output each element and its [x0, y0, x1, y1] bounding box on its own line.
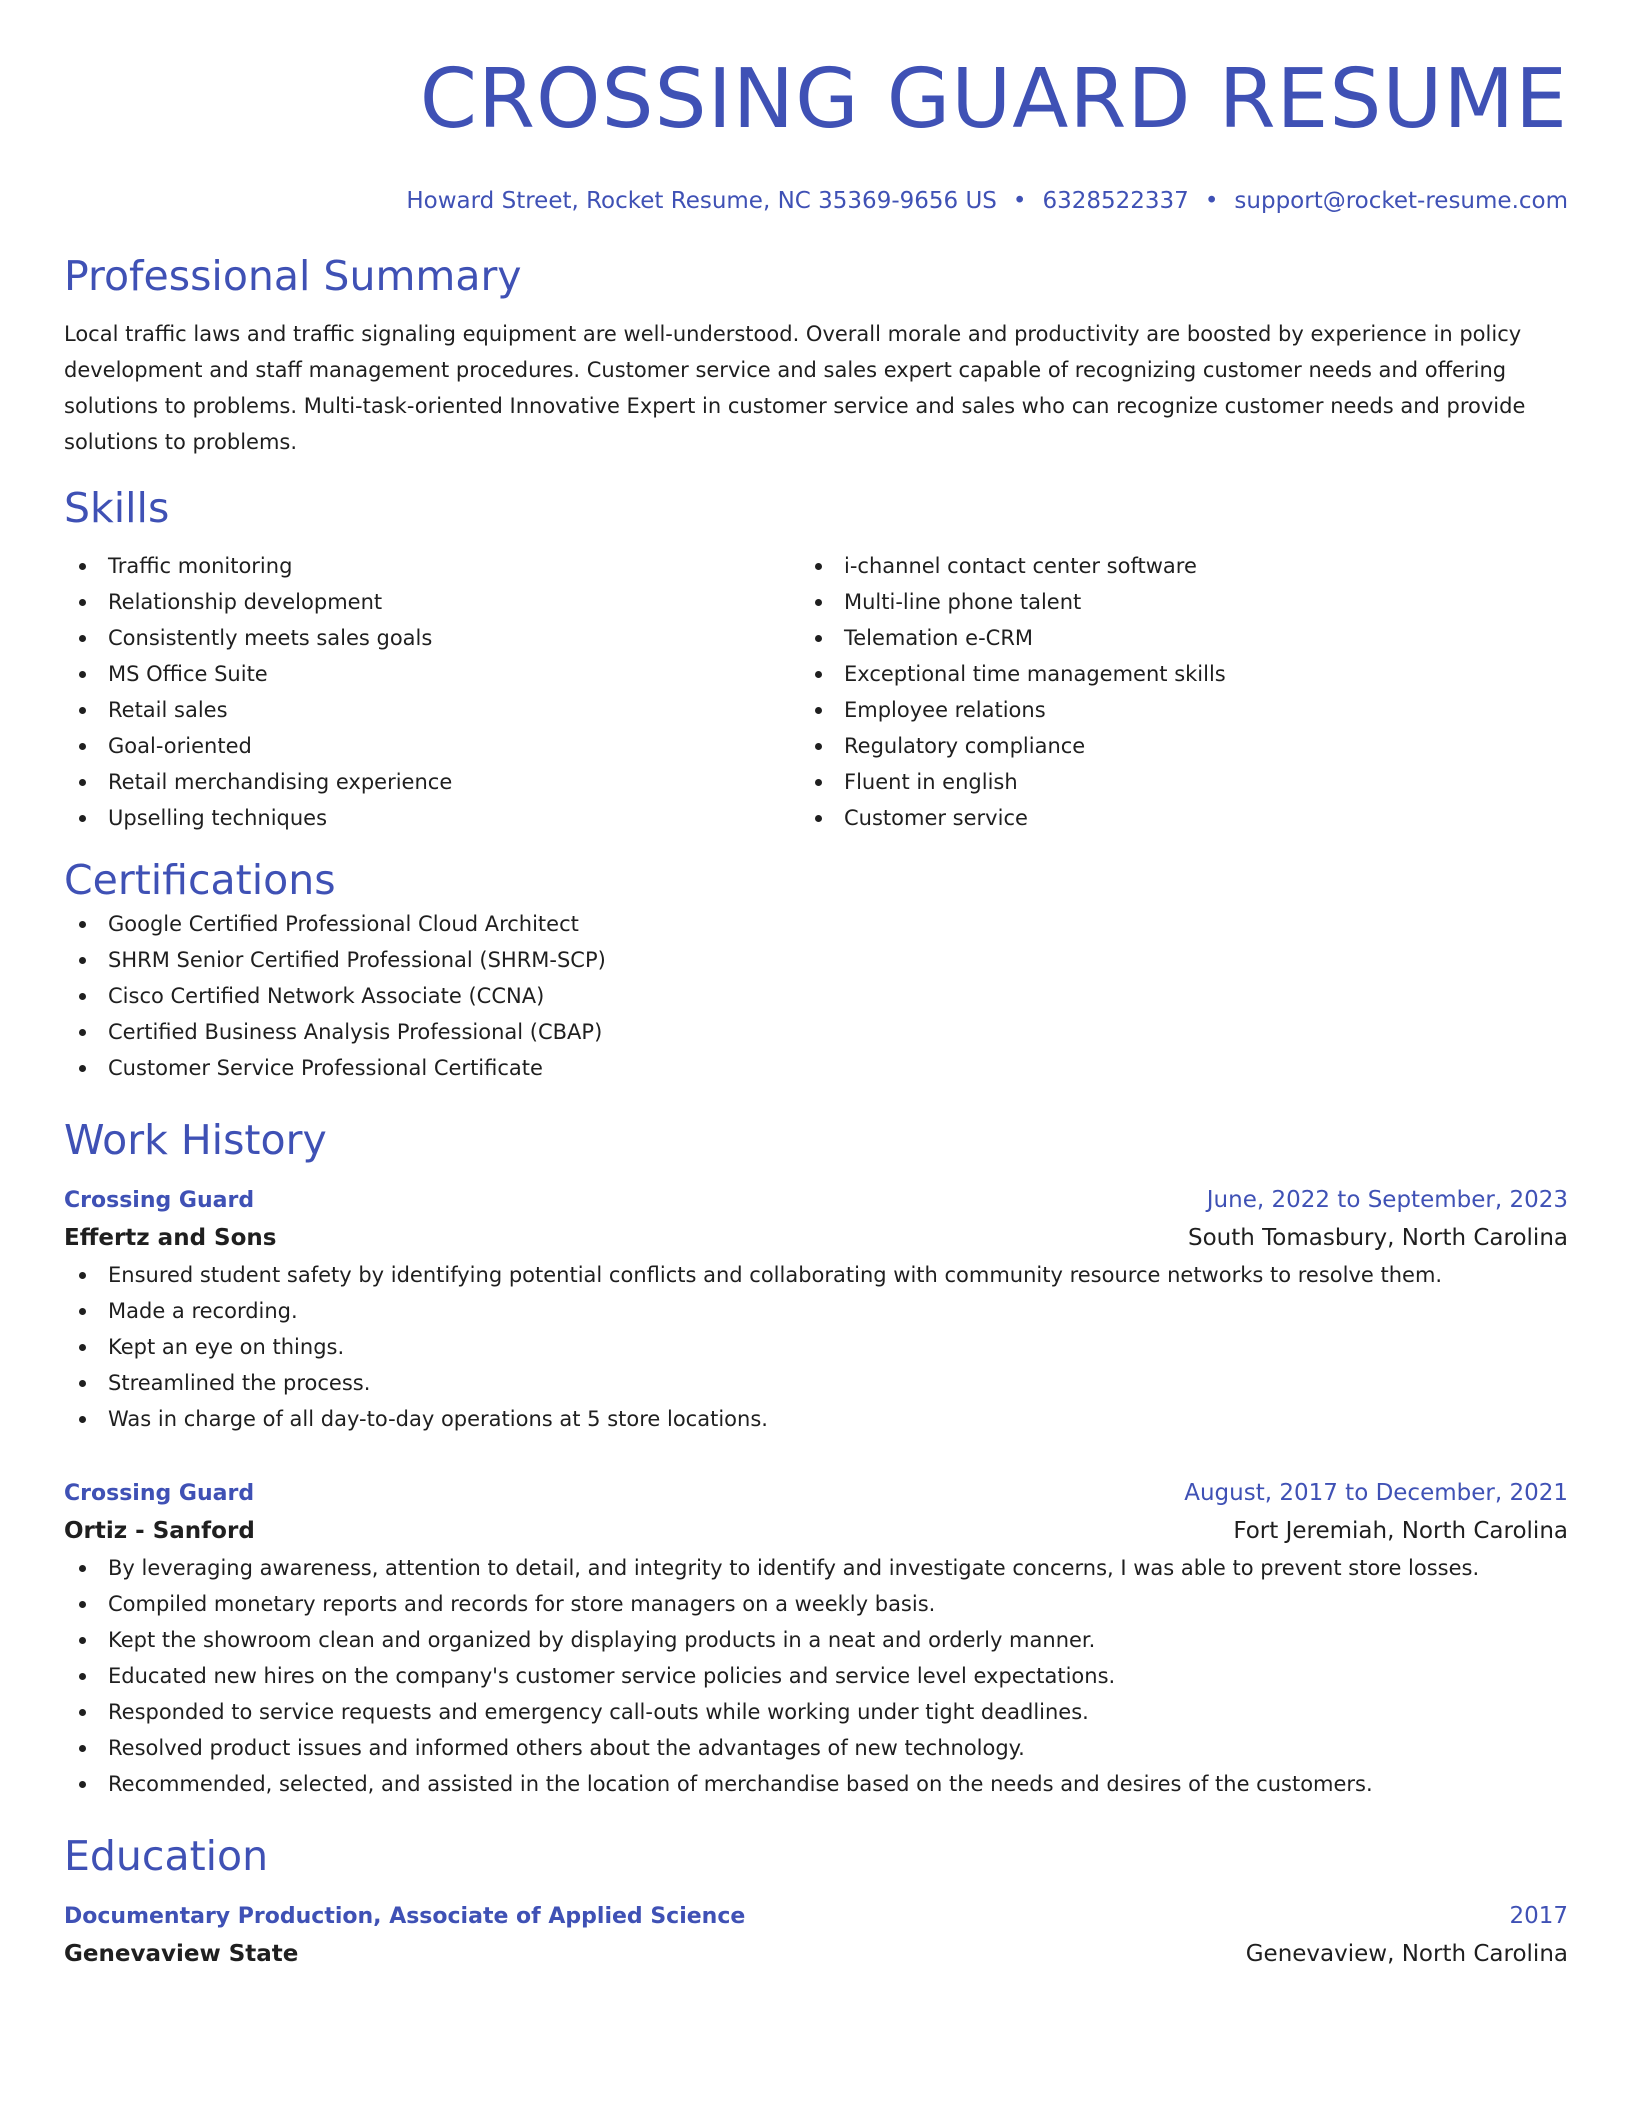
job-duty-item: Resolved product issues and informed others about the advantages of new technology.: [64, 1730, 1568, 1766]
contact-address: Howard Street, Rocket Resume, NC 35369-9656 US: [406, 188, 997, 214]
certifications-list: [64, 906, 1568, 1086]
certifications-section: [64, 854, 1568, 1086]
skill-item: Traffic monitoring: [64, 548, 800, 584]
job-duty-item: Educated new hires on the company's customer service policies and service level expectations.: [64, 1658, 1568, 1694]
education-section: [64, 1830, 1568, 1973]
skill-item: Upselling techniques: [64, 800, 800, 836]
job-entry: [64, 1475, 1568, 1802]
job-duty-item: Was in charge of all day-to-day operations at 5 store locations.: [64, 1401, 1568, 1437]
skills-section: [64, 482, 1568, 836]
job-title-row: [64, 1182, 1568, 1219]
education-school-row: [64, 1935, 1568, 1973]
job-duty-item: Recommended, selected, and assisted in the location of merchandise based on the needs and desires of the customers.: [64, 1766, 1568, 1802]
section-heading: Skills: [64, 484, 170, 532]
education-school: Genevaview State: [64, 1941, 299, 1967]
job-duty-item: Streamlined the process.: [64, 1365, 1568, 1401]
job-company: Effertz and Sons: [64, 1225, 277, 1251]
skill-item: MS Office Suite: [64, 656, 800, 692]
job-company: Ortiz - Sanford: [64, 1518, 255, 1544]
certification-item: Customer Service Professional Certificate: [64, 1050, 1568, 1086]
certification-item: Google Certified Professional Cloud Architect: [64, 906, 1568, 942]
contact-separator: •: [1204, 188, 1219, 214]
certification-item: Certified Business Analysis Professional (CBAP): [64, 1014, 1568, 1050]
contact-separator: •: [1012, 188, 1027, 214]
job-company-row: [64, 1512, 1568, 1550]
skill-item: i-channel contact center software: [800, 548, 1536, 584]
job-title: Crossing Guard: [64, 1481, 255, 1506]
job-entry: [64, 1182, 1568, 1437]
job-title-row: [64, 1475, 1568, 1512]
section-heading: Certifications: [64, 856, 336, 904]
skills-list-left: [64, 548, 800, 836]
job-dates: June, 2022 to September, 2023: [1206, 1187, 1568, 1213]
education-location: Genevaview, North Carolina: [1245, 1941, 1568, 1967]
skill-item: Consistently meets sales goals: [64, 620, 800, 656]
resume-header: [64, 50, 1568, 216]
job-duties-list: [64, 1257, 1568, 1437]
section-heading: Education: [64, 1832, 269, 1880]
section-heading: Professional Summary: [64, 252, 522, 300]
job-dates: August, 2017 to December, 2021: [1184, 1480, 1568, 1506]
summary-text: Local traffic laws and traffic signaling equipment are well-understood. Overall morale and productivity are boosted by experience in policy development and staff management procedures. Customer service and sales expert capable of recognizing customer needs and offering solutions to problems. Multi-task-oriented Innovative Expert in customer service and sales who can recognize customer needs and provide solutions to problems.: [64, 322, 1526, 454]
skill-item: Relationship development: [64, 584, 800, 620]
job-duty-item: Kept an eye on things.: [64, 1329, 1568, 1365]
professional-summary-section: [64, 250, 1568, 460]
job-location: Fort Jeremiah, North Carolina: [1233, 1518, 1568, 1544]
education-degree-row: [64, 1898, 1568, 1935]
skill-item: Telemation e-CRM: [800, 620, 1536, 656]
skill-item: Exceptional time management skills: [800, 656, 1536, 692]
education-year: 2017: [1509, 1903, 1568, 1929]
skills-list-right: [800, 548, 1536, 836]
job-duty-item: Kept the showroom clean and organized by displaying products in a neat and orderly manner.: [64, 1622, 1568, 1658]
skill-item: Employee relations: [800, 692, 1536, 728]
job-duty-item: Responded to service requests and emergency call-outs while working under tight deadlines.: [64, 1694, 1568, 1730]
skill-item: Customer service: [800, 800, 1536, 836]
resume-title: CROSSING GUARD RESUME: [419, 52, 1568, 147]
education-entry: [64, 1898, 1568, 1973]
skill-item: Retail merchandising experience: [64, 764, 800, 800]
contact-phone: 6328522337: [1042, 188, 1189, 214]
skill-item: Fluent in english: [800, 764, 1536, 800]
certification-item: Cisco Certified Network Associate (CCNA): [64, 978, 1568, 1014]
job-duty-item: By leveraging awareness, attention to detail, and integrity to identify and investigate concerns, I was able to prevent store losses.: [64, 1550, 1568, 1586]
job-duty-item: Ensured student safety by identifying potential conflicts and collaborating with community resource networks to resolve them.: [64, 1257, 1568, 1293]
job-duty-item: Compiled monetary reports and records for store managers on a weekly basis.: [64, 1586, 1568, 1622]
education-degree: Documentary Production, Associate of Applied Science: [64, 1904, 746, 1929]
certification-item: SHRM Senior Certified Professional (SHRM-SCP): [64, 942, 1568, 978]
skill-item: Goal-oriented: [64, 728, 800, 764]
skill-item: Regulatory compliance: [800, 728, 1536, 764]
contact-line: [64, 186, 1568, 216]
skill-item: Multi-line phone talent: [800, 584, 1536, 620]
skill-item: Retail sales: [64, 692, 800, 728]
skills-columns: [64, 548, 1568, 836]
job-location: South Tomasbury, North Carolina: [1188, 1225, 1568, 1251]
job-company-row: [64, 1219, 1568, 1257]
contact-email[interactable]: support@rocket-resume.com: [1234, 188, 1568, 214]
job-duty-item: Made a recording.: [64, 1293, 1568, 1329]
job-duties-list: [64, 1550, 1568, 1802]
job-title: Crossing Guard: [64, 1188, 255, 1213]
section-heading: Work History: [64, 1116, 327, 1164]
work-history-section: [64, 1114, 1568, 1802]
